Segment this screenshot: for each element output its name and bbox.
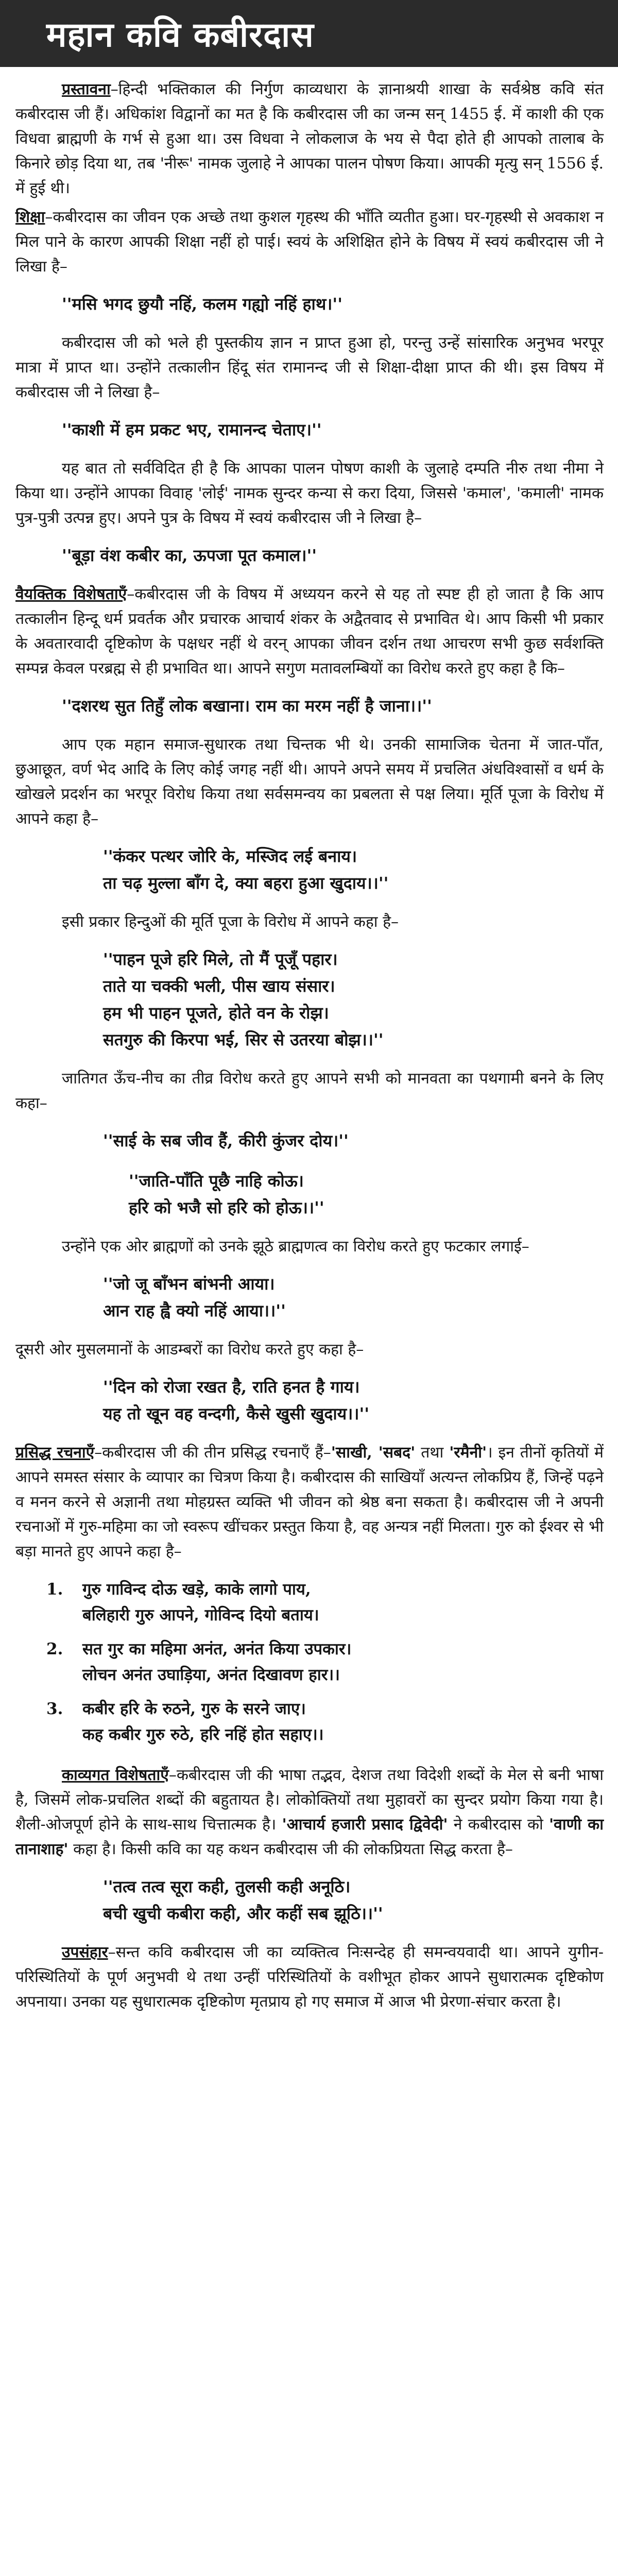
quote-line: सतगुरु की किरपा भई, सिर से उतरया बोझ।।'' (103, 1030, 384, 1049)
works-bold-1: 'साखी, 'सबद' (331, 1444, 416, 1462)
education-paragraph (15, 205, 604, 279)
intro-paragraph (15, 77, 604, 201)
idol-paragraph: इसी प्रकार हिन्दुओं की मूर्ति पूजा के विरोध में आपने कहा है– (62, 913, 399, 931)
quote-tatva (103, 1873, 604, 1927)
reformer-paragraph: आप एक महान समाज-सुधारक तथा चिन्तक भी थे। उनकी सामाजिक चेतना में जात-पाँत, छुआछूत, वर्ण भेद आदि के लिए कोई जगह नहीं थी। आपने अपने समय में प्रचलित अंधविश्वासों व धर्म के खोखले प्रदर्शन का भरपूर विरोध किया तथा सर्वसमन्वय का प्रबलता से पक्ष लिया। मूर्ति पूजा के विरोध में आपने कहा है– (15, 736, 604, 828)
couplet-item (46, 1636, 604, 1688)
style-text-1: –कबीरदास जी की भाषा तद्भव, देशज तथा विदेशी शब्दों के मेल से बनी भाषा है, जिसमें लोक-प्रचलित शब्दों की बहुतायत है। लोकोक्तियों तथा मुहावरों का सुन्दर प्रयोग किया गया है। शैली-ओजपूर्ण होने के साथ-साथ चित्तात्मक है। (15, 1766, 604, 1834)
quote-jo (103, 1270, 604, 1324)
title-bar (0, 0, 618, 67)
quote-line: ''दिन को रोजा रखत है, राति हनत है गाय। (103, 1377, 360, 1397)
quote-line: हरि को भजै सो हरि को होऊ।।'' (129, 1198, 324, 1217)
quote-line: ''कंकर पत्थर जोरि के, मस्जिद लई बनाय। (103, 846, 357, 866)
quote-pahan (103, 946, 604, 1053)
quote-line: यह तो खून वह वन्दगी, कैसे खुसी खुदाय।।'' (103, 1404, 370, 1423)
essay-body (15, 77, 604, 2019)
muslim-paragraph: दूसरी ओर मुसलमानों के आडम्बरों का विरोध करते हुए कहा है– (15, 1341, 364, 1359)
works-text-3: । इन तीनों कृतियों में आपने समस्त संसार के व्यापार का चित्रण किया है। कबीरदास की साखियाँ अत्यन्त लोकप्रिय हैं, जिन्हें पढ़ने व मनन करने से अज्ञानी तथा मोहग्रस्त व्यक्ति भी जीवन को श्रेष्ठ बना सकता है। कबीरदास जी ने अपनी रचनाओं में गुरु-महिमा का जो स्वरूप खींचकर प्रस्तुत किया है, वह अन्यत्र नहीं मिलता। गुरु को ईश्वर से भी बड़ा मानते हुए आपने कहा है– (15, 1444, 604, 1561)
brahmin-paragraph: उन्होंने एक ओर ब्राह्मणों को उनके झूठे ब्राह्मणत्व का विरोध करते हुए फटकार लगाई– (62, 1238, 529, 1256)
couplet-item (46, 1577, 604, 1628)
quote-line: ''मसि भगद छुयौ नहिं, कलम गह्यो नहिं हाथ।'' (62, 294, 342, 314)
intro-text: –हिन्दी भक्तिकाल की निर्गुण काव्यधारा के ज्ञानाश्रयी शाखा के सर्वश्रेष्ठ कवि संत कबीरदास जी हैं। अधिकांश विद्वानों का मत है कि कबीरदास जी का जन्म सन् 1455 ई. में काशी की एक विधवा ब्राह्मणी के गर्भ से हुआ था। उस विधवा ने लोकलाज के भय से पैदा होते ही आपको तालाब के किनारे छोड़ दिया था, तब 'नीरू' नामक जुलाहे ने आपका पालन पोषण किया। आपकी मृत्यु सन् 1556 ई. में हुई थी। (15, 80, 604, 197)
guru-paragraph: कबीरदास जी को भले ही पुस्तकीय ज्ञान न प्राप्त हुआ हो, परन्तु उन्हें सांसारिक अनुभव भरपूर मात्रा में प्राप्त था। उन्होंने तत्कालीन हिंदू संत रामानन्द जी से शिक्षा-दीक्षा प्राप्त की थी। इस विषय में कबीरदास जी ने लिखा है– (15, 334, 604, 401)
couplet-line: कबीर हरि के रुठने, गुरु के सरने जाए। (82, 1700, 306, 1718)
couplet-number: 2. (46, 1640, 63, 1658)
quote-line: ''दशरथ सुत तिहुँ लोक बखाना। राम का मरम नहीं है जाना।।'' (62, 696, 432, 716)
quote-kamal (62, 542, 604, 569)
guru-couplets (46, 1577, 604, 1748)
education-text: –कबीरदास का जीवन एक अच्छे तथा कुशल गृहस्थ की भाँति व्यतीत हुआ। घर-गृहस्थी से अवकाश न मिल पाने के कारण आपकी शिक्षा नहीं हो पाई। स्वयं के अशिक्षित होने के विषय में स्वयं कबीरदास जी ने लिखा है– (15, 208, 604, 276)
quote-dashrath (62, 692, 604, 719)
couplet-line: कह कबीर गुरु रुठे, हरि नहिं होत सहाए।। (82, 1725, 324, 1744)
quote-din (103, 1374, 604, 1427)
couplet-line: लोचन अनंत उघाड़िया, अनंत दिखावण हार।। (82, 1666, 340, 1684)
works-paragraph (15, 1440, 604, 1564)
couplet-number: 3. (46, 1700, 63, 1718)
quote-line: ''बूड़ा वंश कबीर का, ऊपजा पूत कमाल।'' (62, 546, 317, 565)
quote-line: ''जो जू बाँभन बांभनी आया। (103, 1274, 275, 1294)
couplet-line: बलिहारी गुरु आपने, गोविन्द दियो बताय। (82, 1606, 319, 1624)
works-text-2: तथा (415, 1444, 450, 1462)
quote-line: हम भी पाहन पूजते, होते वन के रोझ। (103, 1003, 329, 1023)
couplet-line: सत गुर का महिमा अनंत, अनंत किया उपकार। (82, 1640, 352, 1658)
works-label: प्रसिद्ध रचनाएँ (15, 1444, 95, 1462)
style-bold-1: 'आचार्य हजारी प्रसाद द्विवेदी' (282, 1816, 448, 1834)
works-bold-2: 'रमैनी' (449, 1444, 487, 1462)
quote-kankar (103, 843, 604, 896)
conclusion-text: –सन्त कवि कबीरदास जी का व्यक्तित्व निःसन्देह ही समन्वयवादी था। आपने युगीन-परिस्थितियों के पूर्ण अनुभवी थे तथा उन्हीं परिस्थितियों के वशीभूत होकर आपने सुधारात्मक दृष्टिकोण अपनाया। उनका यह सुधारात्मक दृष्टिकोण मृतप्राय हो गए समाज में आज भी प्रेरणा-संचार करता है। (15, 1943, 604, 2011)
quote-line: ''पाहन पूजे हरि मिले, तो मैं पूजूँ पहार। (103, 950, 338, 969)
couplet-line: गुरु गाविन्द दोऊ खड़े, काके लागो पाय, (82, 1580, 311, 1599)
caste-paragraph: जातिगत ऊँच-नीच का तीव्र विरोध करते हुए आपने सभी को मानवता का पथगामी बनने के लिए कहा– (15, 1070, 604, 1112)
quote-line: ''साई के सब जीव हैं, कीरी कुंजर दोय।'' (103, 1131, 349, 1150)
quote-jaati (129, 1167, 604, 1221)
quote-line: आन राह ह्वै क्यो नहिं आया।।'' (103, 1301, 286, 1320)
quote-line: ''तत्व तत्व सूरा कही, तुलसी कही अनूठि। (103, 1877, 351, 1896)
conclusion-paragraph (15, 1940, 604, 2014)
style-label: काव्यगत विशेषताएँ (62, 1766, 169, 1784)
style-bold-2: 'वाणी का तानाशाह' (15, 1816, 604, 1858)
personal-paragraph (15, 582, 604, 681)
education-label: शिक्षा (15, 208, 45, 226)
quote-line: ता चढ़ मुल्ला बाँग दे, क्या बहरा हुआ खुदाय।।'' (103, 873, 389, 893)
style-paragraph (15, 1763, 604, 1862)
personal-label: वैयक्तिक विशेषताएँ (15, 585, 127, 603)
quote-line: ''काशी में हम प्रकट भए, रामानन्द चेताए।'' (62, 420, 322, 439)
couplet-item (46, 1696, 604, 1748)
personal-text: –कबीरदास जी के विषय में अध्ययन करने से यह तो स्पष्ट ही हो जाता है कि आप तत्कालीन हिन्दू धर्म प्रवर्तक और प्रचारक आचार्य शंकर के अद्वैतवाद से प्रभावित थे। आप किसी भी प्रकार के अवतारवादी दृष्टिकोण के पक्षधर नहीं थे वरन् आपका जीवन दर्शन तथा आचरण सभी कुछ सर्वशक्ति सम्पन्न केवल परब्रह्म से ही प्रभावित था। आपने सगुण मतावलम्बियों का विरोध करते हुए कहा है कि– (15, 585, 604, 677)
quote-sai (103, 1127, 604, 1154)
couplet-number: 1. (46, 1580, 63, 1599)
style-text-3: कहा है। किसी कवि का यह कथन कबीरदास जी की लोकप्रियता सिद्ध करता है– (68, 1840, 513, 1858)
family-paragraph: यह बात तो सर्वविदित ही है कि आपका पालन पोषण काशी के जुलाहे दम्पति नीरु तथा नीमा ने किया था। उन्होंने आपका विवाह 'लोई' नामक सुन्दर कन्या से करा दिया, जिससे 'कमाल', 'कमाली' नामक पुत्र-पुत्री उत्पन्न हुए। अपने पुत्र के विषय में स्वयं कबीरदास जी ने लिखा है– (15, 460, 604, 527)
quote-line: ''जाति-पाँति पूछै नाहि कोऊ। (129, 1171, 304, 1191)
conclusion-label: उपसंहार (62, 1943, 108, 1961)
quote-line: ताते या चक्की भली, पीस खाय संसार। (103, 976, 335, 996)
quote-masi (62, 291, 604, 317)
intro-label: प्रस्तावना (62, 80, 111, 98)
essay-title: महान कवि कबीरदास (46, 14, 314, 55)
quote-line: बची खुची कबीरा कही, और कहीं सब झूठि।।'' (103, 1904, 383, 1923)
works-text-1: –कबीरदास जी की तीन प्रसिद्ध रचनाएँ हैं– (94, 1444, 331, 1462)
quote-kashi (62, 416, 604, 443)
style-text-2: ने कबीरदास को (448, 1816, 549, 1834)
